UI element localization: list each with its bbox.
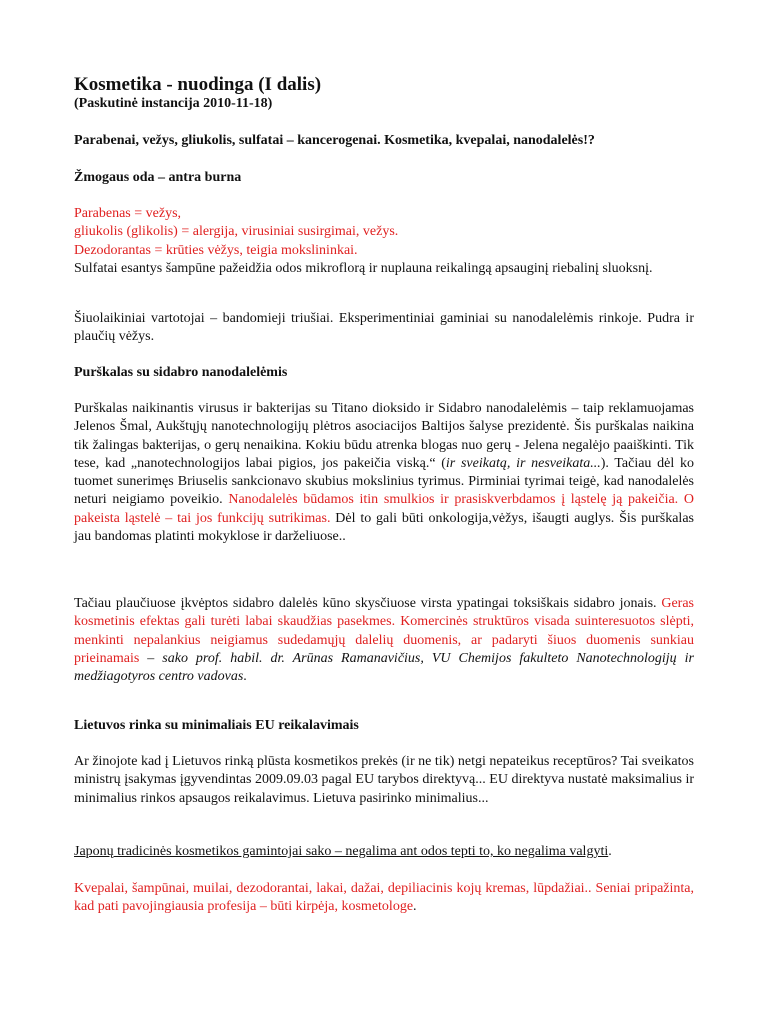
spray-text-1: Purškalas naikinantis virusus ir bakterijas su Titano dioksido ir Sidabro nanodalelėmis – taip reklamuojamas Jelenos Šmal, Aukštųjų nanotechnologijų plėtros asociacijos Baltijos šalyse prezidentė. Šis purškalas naikina tik žalingas bakterijas, o gerų nenaikina. Kokiu būdu atrenka blogas nuo gerų - Jelena negalėjo paaiškinti. Tik tese, kad „nanotechnologijos labai pigios, jos pakeičia viską.“ ( (74, 401, 694, 471)
japanese-paragraph (74, 843, 694, 861)
document-subtitle: (Paskutinė instancija 2010-11-18) (74, 96, 273, 111)
warning-line-glycol: gliukolis (glikolis) = alergija, virusiniai susirgimai, vežys. (74, 224, 399, 240)
warning-list (74, 205, 694, 278)
warning-line-parabens: Parabenas = vežys, (74, 206, 182, 221)
market-paragraph: Ar žinojote kad į Lietuvos rinką plūsta kosmetikos prekės (ir ne tik) netgi nepateikus receptūros? Tai sveikatos ministrų įsakymas įgyvendintas 2009.09.03 pagal EU tarybos direktyvą... EU direktyva nustatė maksimalius ir minimalius rinkos apsaugos reikalavimus. Lietuva pasirinko minimalius... (74, 754, 694, 806)
spray-red-text: Nanodalelės būdamos itin smulkios ir prasiskverbdamos į ląstelę ją pakeičia. O pakeista ląstelė – tai jos funkcijų sutrikimas. (74, 492, 694, 526)
section-heading-spray: Purškalas su sidabro nanodalelėmis (74, 365, 288, 380)
final-end: . (413, 899, 417, 915)
warning-line-deodorant: Dezodorantas = krūties vėžys, teigia mokslininkai. (74, 242, 358, 258)
silver-dash: – (139, 650, 163, 666)
japanese-end: . (608, 844, 612, 859)
final-red-text: Kvepalai, šampūnai, muilai, dezodorantai, lakai, dažai, depiliacinis kojų kremas, lūpdažiai.. Seniai pripažinta, kad pati pavojingiausia profesija – būti kirpėja, kosmetologe (74, 881, 694, 915)
section-heading-market: Lietuvos rinka su minimaliais EU reikalavimais (74, 718, 359, 733)
japanese-quote: Japonų tradicinės kosmetikos gamintojai sako – negalima ant odos tepti to, ko negalima valgyti (74, 844, 609, 859)
silver-red-text: Geras kosmetinis efektas gali turėti labai skaudžias pasekmes. Komercinės struktūros visada suinteresuotos slėpti, menkinti nepalankius neigiamus sudedamųjų dalelių duomenis, ar padaryti šiuos duomenis sunkiau prieinamais (74, 596, 694, 666)
consumers-paragraph: Šiuolaikiniai vartotojai – bandomieji triušiai. Eksperimentiniai gaminiai su nanodalelėmis rinkoje. Pudra ir plaučių vėžys. (74, 311, 694, 345)
document-title: Kosmetika - nuodinga (I dalis) (74, 74, 322, 95)
silver-quote-attribution: sako prof. habil. dr. Arūnas Ramanavičius, VU Chemijos fakulteto Nanotechnologijų ir medžiagotyros centro vadovas (74, 650, 694, 685)
headline: Parabenai, vežys, gliukolis, sulfatai – kancerogenai. Kosmetika, kvepalai, nanodalelės!? (74, 133, 595, 148)
spray-italic: ir sveikatą, ir nesveikata... (445, 455, 601, 471)
silver-paragraph (74, 595, 694, 686)
section-heading-skin: Žmogaus oda – antra burna (74, 170, 242, 185)
sulfates-paragraph: Sulfatai esantys šampūne pažeidžia odos mikroflorą ir nuplauna reikalingą apsauginį riebalinį sluoksnį. (74, 260, 653, 276)
spray-text-3: Dėl to gali būti onkologija,vėžys, išaugti auglys. Šis purškalas jau bandomas platinti mokyklose ir darželiuose.. (74, 510, 694, 545)
silver-end: . (243, 669, 247, 685)
final-paragraph (74, 880, 694, 917)
spray-paragraph (74, 400, 694, 546)
silver-text-1: Tačiau plaučiuose įkvėptos sidabro dalelės kūno skysčiuose virsta ypatingai toksiškais sidabro jonais. (74, 596, 662, 611)
spray-text-2: ). Tačiau dėl ko tuomet sunerimęs Briuselis sankcionavo skubius mokslinius tyrimus. Pirminiai tyrimai teigė, kad nanodalelės neturi neigiamo poveikio. (74, 455, 694, 508)
